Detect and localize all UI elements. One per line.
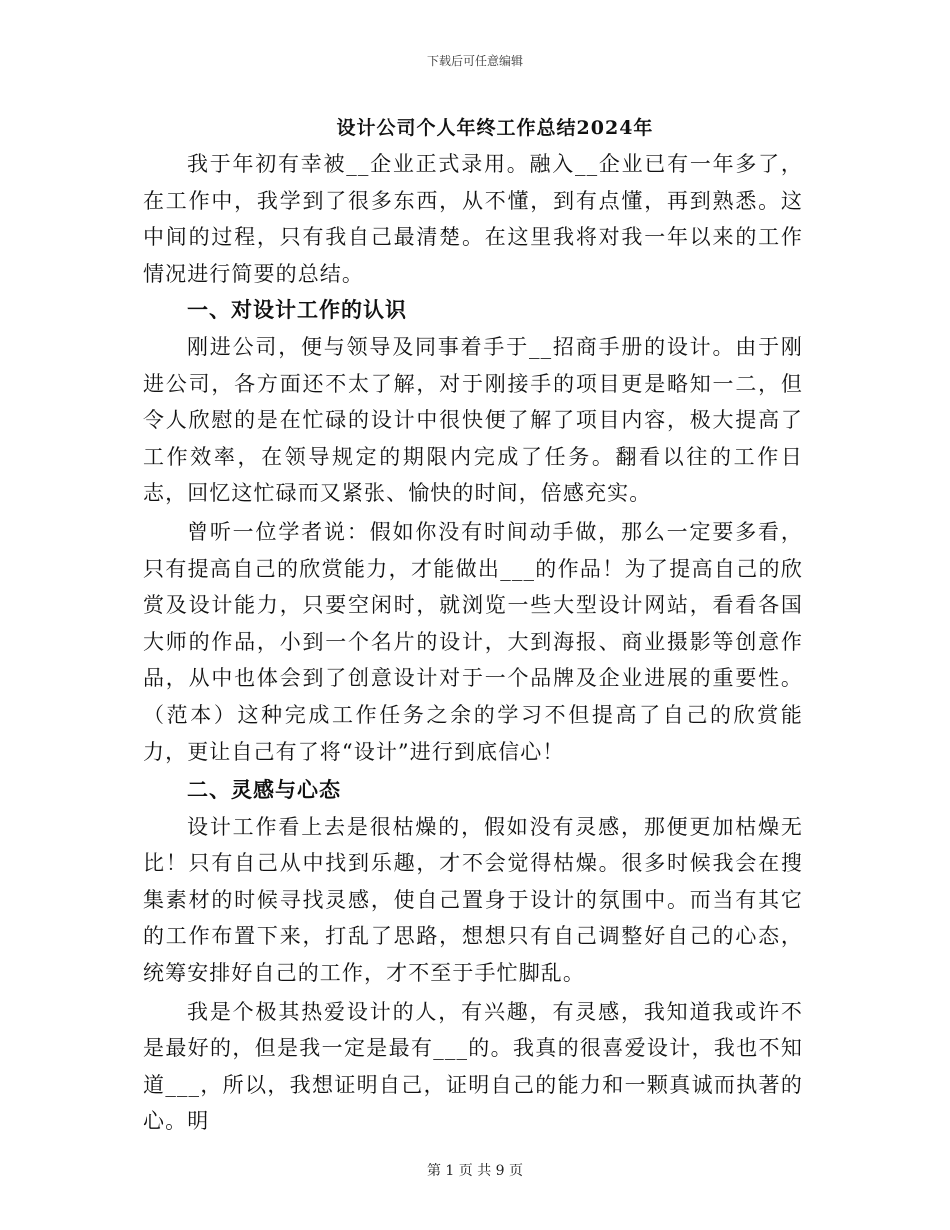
document-body — [143, 110, 803, 1140]
intro-paragraph: 我于年初有幸被__企业正式录用。融入__企业已有一年多了，在工作中，我学到了很多东西，从不懂，到有点懂，再到熟悉。这中间的过程，只有我自己最清楚。在这里我将对我一年以来的工作情况进行简要的总结。 — [143, 152, 803, 286]
section-1-paragraph-1: 刚进公司，便与领导及同事着手于__招商手册的设计。由于刚进公司，各方面还不太了解，对于刚接手的项目更是略知一二，但令人欣慰的是在忙碌的设计中很快便了解了项目内容，极大提高了工作效率，在领导规定的期限内完成了任务。翻看以往的工作日志，回忆这忙碌而又紧张、愉快的时间，倍感充实。 — [143, 334, 803, 506]
page-number-footer: 第 1 页 共 9 页 — [426, 1163, 524, 1179]
section-2-paragraph-1: 设计工作看上去是很枯燥的，假如没有灵感，那便更加枯燥无比！只有自己从中找到乐趣，才不会觉得枯燥。很多时候我会在搜集素材的时候寻找灵感，使自己置身于设计的氛围中。而当有其它的工作布置下来，打乱了思路，想想只有自己调整好自己的心态，统筹安排好自己的工作，才不至于手忙脚乱。 — [143, 814, 803, 986]
section-2-paragraph-2: 我是个极其热爱设计的人，有兴趣，有灵感，我知道我或许不是最好的，但是我一定是最有___的。我真的很喜爱设计，我也不知道___，所以，我想证明自己，证明自己的能力和一颗真诚而执著的心。明 — [143, 999, 803, 1134]
section-1-paragraph-2: 曾听一位学者说：假如你没有时间动手做，那么一定要多看，只有提高自己的欣赏能力，才能做出___的作品！为了提高自己的欣赏及设计能力，只要空闲时，就浏览一些大型设计网站，看看各国大师的作品，小到一个名片的设计，大到海报、商业摄影等创意作品，从中也体会到了创意设计对于一个品牌及企业进展的重要性。（范本）这种完成工作任务之余的学习不但提高了自己的欣赏能力，更让自己有了将“设计”进行到底信心！ — [143, 519, 803, 764]
section-1-heading: 一、对设计工作的认识 — [187, 297, 407, 323]
page-header-note: 下载后可任意编辑 — [426, 54, 523, 68]
document-title: 设计公司个人年终工作总结2024年 — [336, 117, 654, 139]
section-2-heading: 二、灵感与心态 — [187, 777, 341, 803]
